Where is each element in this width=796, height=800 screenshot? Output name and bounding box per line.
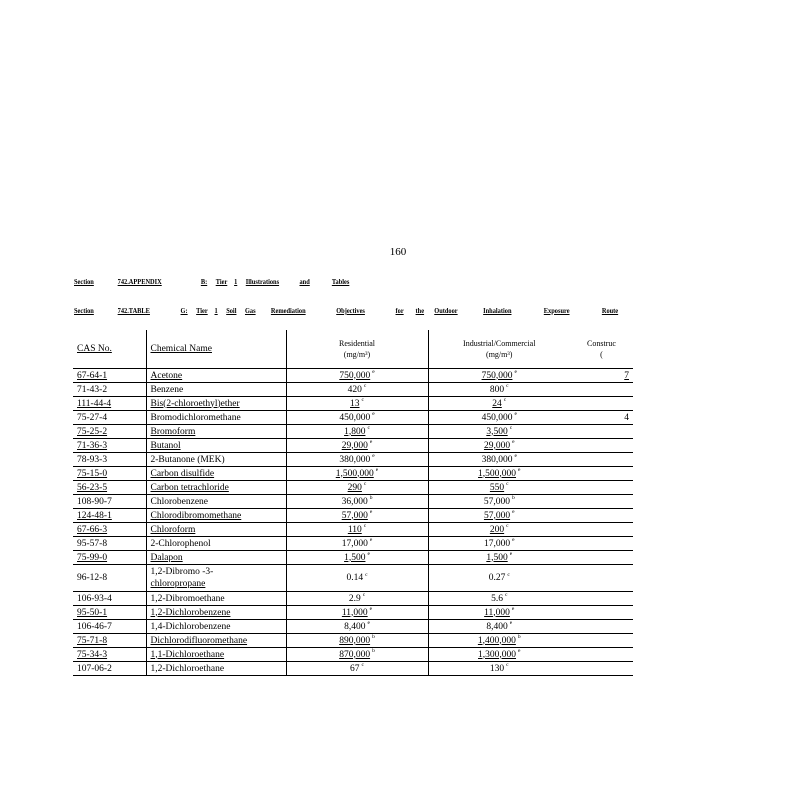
chemical-name: 1,2-Dibromoethane	[146, 592, 286, 606]
chemical-name: 1,2-Dichlorobenzene	[146, 606, 286, 620]
value-text: 11,000	[341, 607, 368, 618]
value-text: 0.27	[488, 573, 506, 583]
chemical-name: 2-Butanone (MEK)	[146, 453, 286, 467]
chemical-name: 2-Chlorophenol	[146, 537, 286, 551]
industrial-value	[428, 648, 570, 662]
chemical-name: Bromodichloromethane	[146, 411, 286, 425]
cas-number: 67-66-3	[73, 523, 146, 537]
table-row	[73, 523, 633, 537]
residential-value	[286, 411, 428, 425]
footnote-marker: e	[372, 369, 375, 376]
industrial-value	[428, 537, 570, 551]
footnote-marker: e	[518, 648, 521, 655]
chemical-name: Carbon disulfide	[146, 467, 286, 481]
chemical-name: Carbon tetrachloride	[146, 481, 286, 495]
footnote-marker: e	[369, 606, 373, 613]
cas-number: 108-90-7	[73, 495, 146, 509]
header-word: Inhalation	[483, 306, 512, 315]
value-text: 380,000	[481, 454, 513, 465]
footnote-marker: e	[518, 467, 521, 474]
chemical-name: Benzene	[146, 383, 286, 397]
industrial-value	[428, 439, 570, 453]
footnote-marker: e	[514, 369, 517, 376]
chemical-name: 1,4-Dichlorobenzene	[146, 620, 286, 634]
footnote-marker: c	[507, 571, 510, 578]
industrial-value	[428, 481, 570, 495]
value-text: 11,000	[484, 607, 510, 618]
cas-number: 107-06-2	[73, 662, 146, 676]
header-word: Section	[74, 306, 94, 315]
footnote-marker: c	[363, 523, 367, 530]
value-text: 200	[489, 524, 505, 535]
construction-value	[570, 523, 633, 537]
residential-value	[286, 383, 428, 397]
cas-number: 75-71-8	[73, 634, 146, 648]
value-text: 17,000	[483, 538, 511, 549]
construction-value	[570, 565, 633, 592]
industrial-value	[428, 509, 570, 523]
footnote-marker: b	[511, 495, 515, 502]
residential-value	[286, 551, 428, 565]
construction-value	[570, 634, 633, 648]
value-text: 890,000	[339, 635, 371, 646]
table-row	[73, 648, 633, 662]
footnote-marker: e	[511, 606, 515, 613]
footnote-marker: e	[372, 411, 375, 418]
value-text: 420	[347, 384, 362, 395]
value-text: 2.9	[348, 593, 361, 604]
value-text: 24	[492, 398, 502, 409]
table-row	[73, 369, 633, 383]
industrial-value	[428, 592, 570, 606]
footnote-marker: e	[512, 509, 515, 516]
industrial-value	[428, 620, 570, 634]
footnote-marker: b	[517, 634, 521, 641]
header-word: Tables	[331, 277, 350, 286]
residential-value	[286, 495, 428, 509]
residential-value	[286, 439, 428, 453]
construction-value	[570, 397, 633, 411]
cas-number: 78-93-3	[73, 453, 146, 467]
table-row	[73, 397, 633, 411]
value-text: 57,000	[483, 496, 510, 507]
value-text: 17,000	[341, 538, 368, 549]
footnote-marker: e	[375, 467, 379, 474]
value-text: 13	[350, 398, 360, 409]
industrial-value	[428, 425, 570, 439]
value-text: 1,500,000	[335, 468, 374, 479]
value-text: 1,800	[344, 426, 366, 437]
table-row	[73, 537, 633, 551]
industrial-value	[428, 369, 570, 383]
cas-number: 75-15-0	[73, 467, 146, 481]
chemical-name: Acetone	[146, 369, 286, 383]
footnote-marker: e	[512, 439, 515, 446]
chemical-name: Butanol	[146, 439, 286, 453]
construction-value: 4	[570, 411, 633, 425]
industrial-value	[428, 523, 570, 537]
footnote-marker: e	[369, 509, 373, 516]
industrial-value	[428, 397, 570, 411]
footnote-marker: c	[361, 662, 364, 669]
cas-number: 124-48-1	[73, 509, 146, 523]
chemical-name: Chloroform	[146, 523, 286, 537]
residential-value	[286, 397, 428, 411]
chemical-name: 1,1-Dichloroethane	[146, 648, 286, 662]
value-text: 450,000	[481, 412, 513, 423]
header-word: 1	[234, 277, 238, 286]
construction-value	[570, 648, 633, 662]
residential-value	[286, 606, 428, 620]
value-text: 36,000	[341, 496, 368, 507]
cas-number: 96-12-8	[73, 565, 146, 592]
value-text: 29,000	[483, 440, 511, 451]
footnote-marker: c	[365, 571, 368, 578]
cas-number: 71-43-2	[73, 383, 146, 397]
construction-value	[570, 509, 633, 523]
footnote-marker: c	[504, 592, 508, 599]
value-text: 1,500,000	[478, 468, 517, 479]
residential-value	[286, 425, 428, 439]
section-header-table	[74, 306, 627, 315]
header-word: Illustrations	[245, 277, 280, 286]
table-row	[73, 634, 633, 648]
header-word: Section	[74, 277, 94, 286]
value-text: 1,300,000	[478, 649, 517, 660]
footnote-marker: e	[372, 453, 375, 460]
cas-number: 56-23-5	[73, 481, 146, 495]
soil-gas-table	[73, 330, 633, 676]
header-word: Outdoor	[434, 306, 458, 315]
industrial-value	[428, 453, 570, 467]
value-text: 750,000	[481, 370, 513, 381]
residential-value	[286, 634, 428, 648]
construction-value	[570, 606, 633, 620]
header-word: Remediation	[270, 306, 306, 315]
header-word: 742.TABLE	[117, 306, 150, 315]
industrial-value	[428, 551, 570, 565]
construction-value	[570, 551, 633, 565]
industrial-value	[428, 634, 570, 648]
header-word: Tier	[215, 277, 228, 286]
table-row	[73, 383, 633, 397]
chemical-name: Bromoform	[146, 425, 286, 439]
value-text: 67	[350, 663, 360, 674]
chemical-name: Chlorobenzene	[146, 495, 286, 509]
construction-value	[570, 467, 633, 481]
footnote-marker: c	[506, 523, 509, 530]
construction-value	[570, 425, 633, 439]
header-chemical: Chemical Name	[146, 330, 286, 369]
table-row	[73, 495, 633, 509]
chemical-name: Chlorodibromomethane	[146, 509, 286, 523]
header-word: Exposure	[543, 306, 570, 315]
header-construction: Construc (	[587, 339, 616, 359]
construction-value	[570, 662, 633, 676]
industrial-value	[428, 383, 570, 397]
page-number: 160	[389, 246, 407, 258]
industrial-value	[428, 467, 570, 481]
residential-value	[286, 509, 428, 523]
header-word: and	[299, 277, 310, 286]
table-row	[73, 620, 633, 634]
chemical-name: Dichlorodifluoromethane	[146, 634, 286, 648]
header-word: Route	[601, 306, 619, 315]
residential-value	[286, 453, 428, 467]
cas-number: 67-64-1	[73, 369, 146, 383]
table-row	[73, 509, 633, 523]
cas-number: 95-57-8	[73, 537, 146, 551]
cas-number: 75-27-4	[73, 411, 146, 425]
residential-value	[286, 537, 428, 551]
footnote-marker: c	[509, 425, 513, 432]
header-residential: Residential (mg/m³)	[286, 330, 428, 369]
section-header-appendix	[74, 277, 358, 286]
value-text: 130	[489, 663, 505, 674]
footnote-marker: e	[509, 620, 513, 627]
footnote-marker: b	[372, 634, 375, 641]
table-row	[73, 467, 633, 481]
value-text: 8,400	[344, 621, 366, 632]
cas-number: 75-99-0	[73, 551, 146, 565]
chemical-name: Bis(2-chloroethyl)ether	[146, 397, 286, 411]
header-word: 1	[214, 306, 218, 315]
industrial-value	[428, 411, 570, 425]
footnote-marker: c	[363, 481, 367, 488]
footnote-marker: b	[372, 648, 375, 655]
value-text: 1,400,000	[477, 635, 516, 646]
header-word: G:	[180, 306, 188, 315]
cas-number: 106-93-4	[73, 592, 146, 606]
construction-value	[570, 383, 633, 397]
header-industrial: Industrial/Commercial (mg/m³)	[463, 339, 536, 359]
table-row	[73, 606, 633, 620]
value-text: 870,000	[339, 649, 371, 660]
value-text: 110	[347, 524, 362, 535]
table-row	[73, 592, 633, 606]
table-row	[73, 453, 633, 467]
construction-value	[570, 481, 633, 495]
footnote-marker: e	[367, 620, 370, 627]
value-text: 1,500	[486, 552, 508, 563]
residential-value	[286, 523, 428, 537]
header-word: B:	[200, 277, 208, 286]
residential-value	[286, 467, 428, 481]
footnote-marker: c	[367, 425, 370, 432]
footnote-marker: e	[509, 551, 513, 558]
value-text: 5.6	[491, 593, 503, 604]
value-text: 800	[489, 384, 505, 395]
header-cas: CAS No.	[73, 330, 146, 369]
industrial-value	[428, 662, 570, 676]
construction-value	[570, 439, 633, 453]
construction-value	[570, 537, 633, 551]
construction-value	[570, 620, 633, 634]
table-row	[73, 439, 633, 453]
residential-value	[286, 369, 428, 383]
residential-value	[286, 620, 428, 634]
value-text: 290	[347, 482, 362, 493]
footnote-marker: c	[503, 397, 507, 404]
footnote-marker: c	[361, 397, 364, 404]
value-text: 380,000	[339, 454, 371, 465]
chemical-name: 1,2-Dichloroethane	[146, 662, 286, 676]
footnote-marker: e	[369, 537, 373, 544]
industrial-value	[428, 495, 570, 509]
value-text: 57,000	[341, 510, 368, 521]
value-text: 1,500	[344, 552, 366, 563]
table-header-row	[73, 330, 633, 369]
cas-number: 106-46-7	[73, 620, 146, 634]
value-text: 29,000	[341, 440, 368, 451]
value-text: 0.14	[346, 573, 364, 583]
header-word: the	[415, 306, 425, 315]
header-word: 742.APPENDIX	[117, 277, 162, 286]
value-text: 8,400	[486, 621, 508, 632]
table-row	[73, 481, 633, 495]
residential-value	[286, 662, 428, 676]
table-row	[73, 662, 633, 676]
table-row	[73, 411, 633, 425]
footnote-marker: c	[506, 481, 509, 488]
value-text: 57,000	[483, 510, 511, 521]
value-text: 750,000	[339, 370, 371, 381]
header-word: for	[395, 306, 404, 315]
table-row	[73, 551, 633, 565]
footnote-marker: e	[369, 439, 373, 446]
value-text: 550	[489, 482, 505, 493]
construction-value	[570, 495, 633, 509]
header-word: Objectives	[336, 306, 365, 315]
footnote-marker: e	[512, 537, 515, 544]
cas-number: 75-34-3	[73, 648, 146, 662]
cas-number: 71-36-3	[73, 439, 146, 453]
residential-value	[286, 592, 428, 606]
footnote-marker: c	[506, 662, 509, 669]
industrial-value	[428, 606, 570, 620]
footnote-marker: c	[362, 592, 366, 599]
table-row	[73, 565, 633, 592]
footnote-marker: c	[506, 383, 509, 390]
footnote-marker: c	[363, 383, 367, 390]
cas-number: 111-44-4	[73, 397, 146, 411]
construction-value	[570, 453, 633, 467]
residential-value	[286, 481, 428, 495]
table-row	[73, 425, 633, 439]
construction-value: 7	[570, 369, 633, 383]
chemical-name: Dalapon	[146, 551, 286, 565]
residential-value	[286, 648, 428, 662]
chemical-name: 1,2-Dibromo -3- chloropropane	[146, 565, 286, 592]
value-text: 3,500	[486, 426, 508, 437]
header-word: Gas	[244, 306, 256, 315]
header-word: Soil	[226, 306, 237, 315]
footnote-marker: b	[369, 495, 373, 502]
cas-number: 95-50-1	[73, 606, 146, 620]
cas-number: 75-25-2	[73, 425, 146, 439]
value-text: 450,000	[339, 412, 371, 423]
footnote-marker: e	[514, 411, 517, 418]
residential-value	[286, 565, 428, 592]
construction-value	[570, 592, 633, 606]
industrial-value	[428, 565, 570, 592]
footnote-marker: e	[367, 551, 370, 558]
footnote-marker: e	[514, 453, 517, 460]
header-word: Tier	[196, 306, 208, 315]
